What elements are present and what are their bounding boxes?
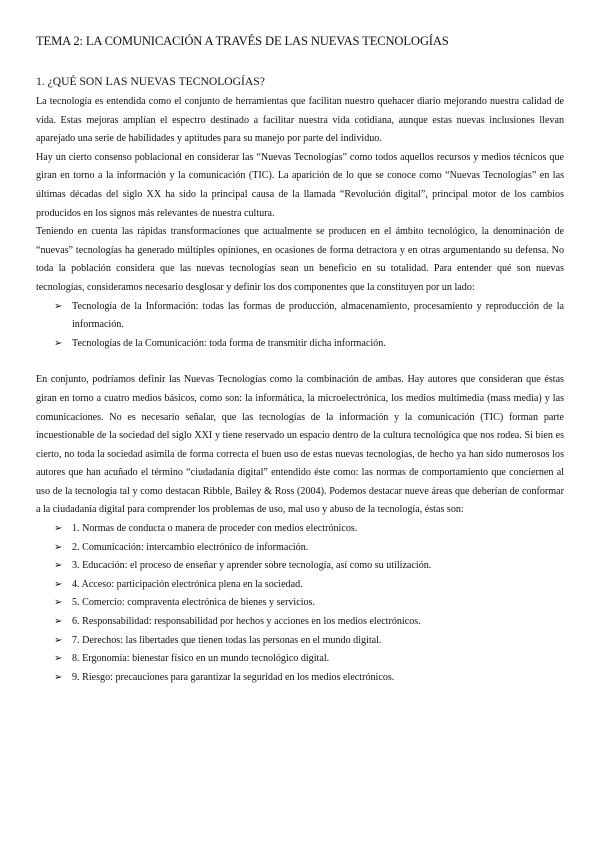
list-item-text: Tecnología de la Información: todas las formas de producción, almacenamiento, procesamiento y reproducción de la información. (72, 300, 564, 331)
list-item-text: 1. Normas de conducta o manera de proceder con medios electrónicos. (72, 523, 358, 535)
paragraph-tic-consensus: Hay un cierto consenso poblacional en considerar las “Nuevas Tecnologías” como todos aquellos recursos y medios técnicos que giran en torno a la información y la comunicación (TIC). La aparición de lo que se conoce como “Nuevas Tecnologías” en las últimas décadas del siglo XX ha sido la principal causa de la llamada “Revolución digital”, principal motor de los cambios producidos en los signos más relevantes de nuestra cultura. (36, 151, 564, 219)
document-title: TEMA 2: LA COMUNICACIÓN A TRAVÉS DE LAS NUEVAS TECNOLOGÍAS (36, 34, 449, 48)
blank-line (36, 353, 564, 371)
arrow-bullet-icon: ➢ (54, 634, 63, 646)
list-item-text: 4. Acceso: participación electrónica plena en la sociedad. (72, 578, 303, 590)
list-item-text: 6. Responsabilidad: responsabilidad por hechos y acciones en los medios electrónicos. (72, 616, 421, 628)
definition-list (36, 298, 564, 354)
list-item (36, 594, 564, 613)
list-item-text: 8. Ergonomía: bienestar físico en un mundo tecnológico digital. (72, 653, 330, 665)
arrow-bullet-icon: ➢ (54, 653, 63, 665)
list-item (36, 557, 564, 576)
arrow-bullet-icon: ➢ (54, 616, 63, 628)
arrow-bullet-icon: ➢ (54, 300, 63, 312)
list-item (36, 520, 564, 539)
list-item (36, 298, 564, 335)
list-item (36, 613, 564, 632)
arrow-bullet-icon: ➢ (54, 671, 63, 683)
paragraph-rapid-transformations: Teniendo en cuenta las rápidas transformaciones que actualmente se producen en el ámbito tecnológico, la denominación de “nuevas” tecnologías ha generado múltiples opiniones, en ocasiones de forma detractora y en otras argumentando su defensa. No toda la población considera que las nuevas tecnologías sean un beneficio en su totalidad. Para entender qué son nuevas tecnologías, consideramos necesario desglosar y definir los dos componentes que la constituyen por un lado: (36, 226, 564, 293)
arrow-bullet-icon: ➢ (54, 337, 63, 349)
list-item (36, 650, 564, 669)
list-item (36, 576, 564, 595)
list-item (36, 632, 564, 651)
arrow-bullet-icon: ➢ (54, 597, 63, 609)
list-item-text: 9. Riesgo: precauciones para garantizar la seguridad en los medios electrónicos. (72, 671, 395, 683)
digital-citizenship-areas-list (36, 520, 564, 687)
list-item-text: Tecnologías de la Comunicación: toda forma de transmitir dicha información. (72, 337, 386, 349)
list-item-text: 5. Comercio: compraventa electrónica de bienes y servicios. (72, 597, 315, 609)
list-item (36, 335, 564, 354)
arrow-bullet-icon: ➢ (54, 560, 63, 572)
list-item-text: 2. Comunicación: intercambio electrónico de información. (72, 541, 309, 553)
arrow-bullet-icon: ➢ (54, 523, 63, 535)
list-item (36, 669, 564, 688)
arrow-bullet-icon: ➢ (54, 541, 63, 553)
arrow-bullet-icon: ➢ (54, 578, 63, 590)
list-item-text: 3. Educación: el proceso de enseñar y aprender sobre tecnología, así como su utilización. (72, 560, 432, 572)
list-item-text: 7. Derechos: las libertades que tienen todas las personas en el mundo digital. (72, 634, 382, 646)
document-page (36, 34, 564, 687)
list-item (36, 539, 564, 558)
paragraph-combination: En conjunto, podríamos definir las Nuevas Tecnologías como la combinación de ambas. Hay autores que consideran que éstas giran en torno a cuatro medios básicos, como son: la informática, la microelectrónica, los medios multimedia (mass media) y las comunicaciones. No es necesario señalar, que las tecnologías de la información y la comunicación (TIC) forman parte incuestionable de la sociedad del siglo XXI y tiene reservado un espacio dentro de la cultura tecnológica que nos rodea. Si bien es cierto, no toda la sociedad asimila de forma correcta el buen uso de estas nuevas tecnologías, de hecho ya han sido numerosos los autores que han acuñado el término “ciudadanía digital” entendido éste como: las normas de comportamiento que conciernen al uso de la tecnología tal y como destacan Ribble, Bailey & Ross (2004). Podemos destacar nueve áreas que deberían de conformar a la ciudadanía digital para comprender los problemas de uso, mal uso y abuso de la tecnología, éstas son: (36, 374, 564, 516)
section-heading: 1. ¿QUÉ SON LAS NUEVAS TECNOLOGÍAS? (36, 75, 265, 88)
paragraph-technology-definition: La tecnología es entendida como el conjunto de herramientas que facilitan nuestro quehacer diario mejorando nuestra calidad de vida. Estas mejoras amplían el espectro destinado a facilitar nuestra vida cotidiana, aunque estas nuevas inclusiones llevan aparejado una serie de habilidades y aptitudes para su manejo por parte del individuo. (36, 96, 564, 145)
